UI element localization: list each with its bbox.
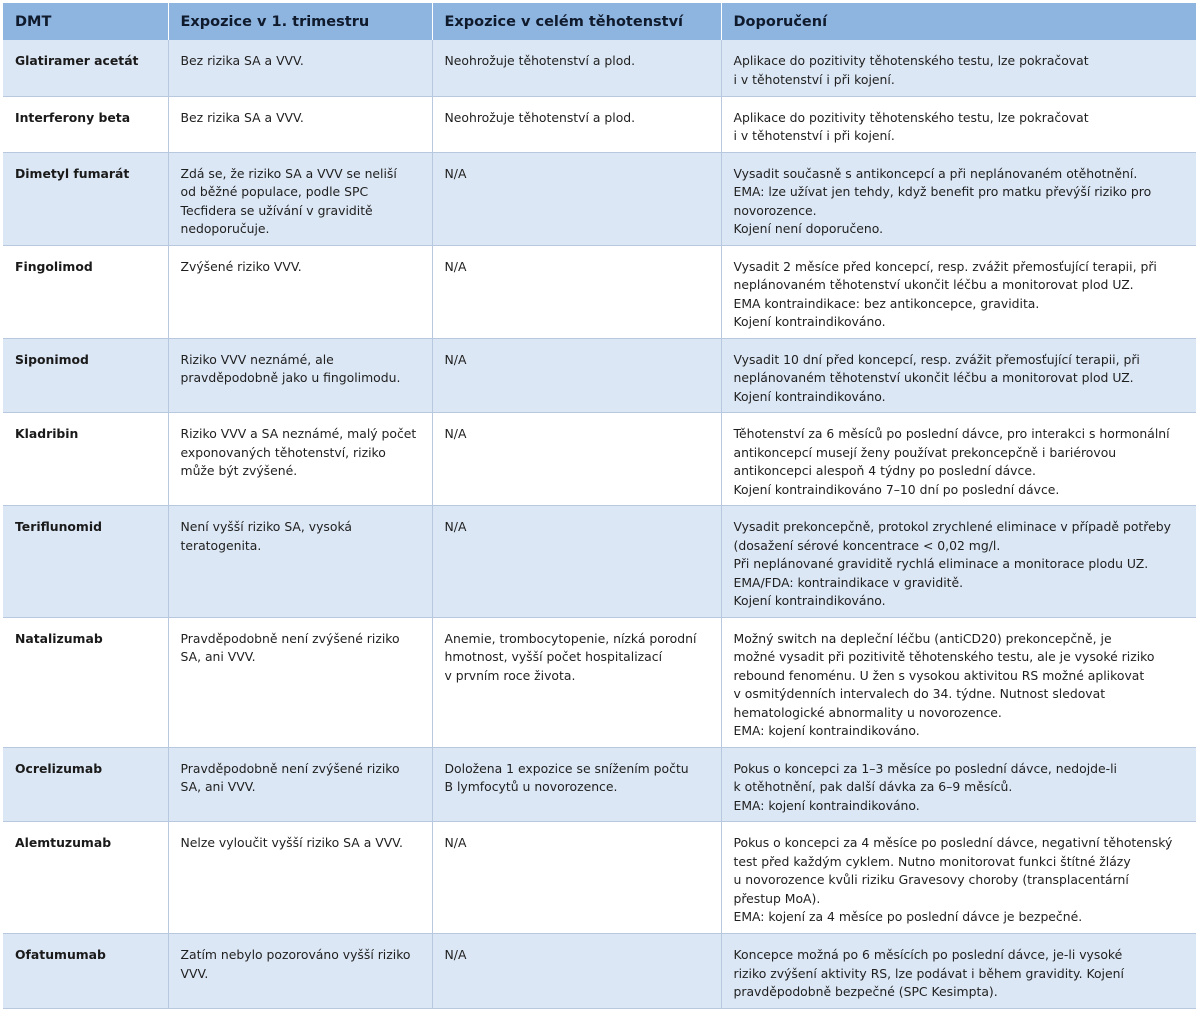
- cell-text-line: k otěhotnění, pak další dávka za 6–9 měsíců.: [733, 779, 1013, 794]
- cell-text-line: EMA: lze užívat jen tehdy, když benefit pro matku převýší riziko pro: [733, 184, 1152, 199]
- cell-text-line: Bez rizika SA a VVV.: [180, 109, 304, 125]
- table-row: [3, 96, 1196, 152]
- cell-text-line: Vysadit 2 měsíce před koncepcí, resp. zvážit přemosťující terapii, při: [733, 258, 1157, 274]
- table-row: [3, 152, 1196, 245]
- cell-text-line: pravděpodobně bezpečné (SPC Kesimpta).: [733, 984, 998, 999]
- cell-drug-name: Interferony beta: [3, 96, 168, 152]
- cell-text-line: N/A: [444, 165, 467, 181]
- cell-text-line: Zatím nebylo pozorováno vyšší riziko: [180, 947, 411, 962]
- table-row: [3, 413, 1196, 506]
- cell-first-trimester: [168, 934, 432, 1009]
- table-row: [3, 506, 1196, 618]
- cell-text-line: antikoncepci alespoň 4 týdny po poslední dávce.: [733, 463, 1036, 478]
- header-recommendation: Doporučení: [721, 3, 1196, 40]
- cell-drug-name: Glatiramer acetát: [3, 40, 168, 96]
- cell-text-line: B lymfocytů u novorozence.: [444, 779, 618, 794]
- cell-whole-pregnancy: [432, 934, 721, 1009]
- cell-whole-pregnancy: [432, 506, 721, 618]
- cell-first-trimester: [168, 747, 432, 822]
- cell-first-trimester: [168, 617, 432, 747]
- cell-text-line: Kojení kontraindikováno.: [733, 388, 886, 404]
- dmt-pregnancy-table: [3, 3, 1196, 1009]
- cell-text-line: Neohrožuje těhotenství a plod.: [444, 109, 636, 125]
- cell-whole-pregnancy: [432, 413, 721, 506]
- cell-drug-name: Ofatumumab: [3, 934, 168, 1009]
- cell-text-line: i v těhotenství i při kojení.: [733, 128, 895, 143]
- cell-text-line: Aplikace do pozitivity těhotenského testu, lze pokračovat: [733, 53, 1089, 68]
- cell-text-line: Aplikace do pozitivity těhotenského testu, lze pokračovat: [733, 109, 1089, 125]
- cell-drug-name: Alemtuzumab: [3, 822, 168, 934]
- table-row: [3, 40, 1196, 96]
- cell-text-line: Pokus o koncepci za 4 měsíce po poslední dávce, negativní těhotenský: [733, 835, 1173, 850]
- cell-text-line: N/A: [444, 835, 467, 850]
- cell-drug-name: Dimetyl fumarát: [3, 152, 168, 245]
- cell-text-line: Těhotenství za 6 měsíců po poslední dávce, pro interakci s hormonální: [733, 426, 1170, 441]
- cell-text-line: Riziko VVV a SA neznámé, malý počet: [180, 426, 417, 441]
- cell-recommendation: [721, 338, 1196, 413]
- cell-drug-name: Kladribin: [3, 413, 168, 506]
- cell-text-line: EMA/FDA: kontraindikace v graviditě.: [733, 574, 964, 590]
- cell-text-line: Kojení není doporučeno.: [733, 221, 884, 236]
- cell-text-line: Kojení kontraindikováno 7–10 dní po poslední dávce.: [733, 481, 1060, 497]
- cell-recommendation: [721, 40, 1196, 96]
- cell-text-line: riziko zvýšení aktivity RS, lze podávat i během gravidity. Kojení: [733, 965, 1124, 981]
- cell-text-line: Pravděpodobně není zvýšené riziko: [180, 630, 400, 646]
- cell-text-line: v osmitýdenních intervalech do 34. týdne. Nutnost sledovat: [733, 686, 1106, 701]
- cell-whole-pregnancy: [432, 40, 721, 96]
- cell-first-trimester: [168, 506, 432, 618]
- cell-recommendation: [721, 934, 1196, 1009]
- cell-text-line: VVV.: [180, 965, 209, 981]
- cell-whole-pregnancy: [432, 152, 721, 245]
- header-dmt: DMT: [3, 3, 168, 40]
- cell-recommendation: [721, 822, 1196, 934]
- cell-text-line: Koncepce možná po 6 měsících po poslední dávce, je-li vysoké: [733, 947, 1123, 962]
- cell-text-line: Vysadit prekoncepčně, protokol zrychlené eliminace v případě potřeby: [733, 519, 1171, 534]
- cell-text-line: neplánovaném těhotenství ukončit léčbu a monitorovat plod UZ.: [733, 277, 1134, 292]
- cell-first-trimester: [168, 40, 432, 96]
- cell-text-line: Tecfidera se užívání v graviditě: [180, 202, 373, 218]
- cell-whole-pregnancy: [432, 617, 721, 747]
- cell-text-line: N/A: [444, 947, 467, 962]
- cell-text-line: Možný switch na depleční léčbu (antiCD20) prekoncepčně, je: [733, 630, 1112, 646]
- cell-text-line: Není vyšší riziko SA, vysoká: [180, 519, 353, 534]
- cell-text-line: i v těhotenství i při kojení.: [733, 71, 895, 87]
- cell-text-line: neplánovaném těhotenství ukončit léčbu a monitorovat plod UZ.: [733, 370, 1134, 385]
- cell-text-line: Zdá se, že riziko SA a VVV se neliší: [180, 165, 397, 181]
- cell-recommendation: [721, 245, 1196, 338]
- cell-text-line: Nelze vyloučit vyšší riziko SA a VVV.: [180, 835, 403, 850]
- table-body: [3, 40, 1196, 1008]
- table-row: [3, 747, 1196, 822]
- cell-text-line: exponovaných těhotenství, riziko: [180, 444, 386, 460]
- cell-text-line: může být zvýšené.: [180, 463, 298, 478]
- cell-text-line: u novorozence kvůli riziku Gravesovy choroby (transplacentární: [733, 872, 1129, 887]
- cell-text-line: možné vysadit při pozitivitě těhotenského testu, ale je vysoké riziko: [733, 649, 1155, 664]
- cell-text-line: Pravděpodobně není zvýšené riziko: [180, 760, 400, 776]
- cell-text-line: v prvním roce života.: [444, 667, 576, 683]
- cell-text-line: N/A: [444, 519, 467, 534]
- cell-text-line: rebound fenoménu. U žen s vysokou aktivitou RS možné aplikovat: [733, 667, 1145, 683]
- cell-text-line: Při neplánované graviditě rychlá eliminace a monitorace plodu UZ.: [733, 556, 1149, 571]
- cell-drug-name: Teriflunomid: [3, 506, 168, 618]
- cell-text-line: Neohrožuje těhotenství a plod.: [444, 53, 636, 68]
- header-first-trimester: Expozice v 1. trimestru: [168, 3, 432, 40]
- cell-text-line: Vysadit současně s antikoncepcí a při neplánovaném otěhotnění.: [733, 165, 1138, 181]
- cell-text-line: N/A: [444, 258, 467, 274]
- cell-text-line: Vysadit 10 dní před koncepcí, resp. zvážit přemosťující terapii, při: [733, 351, 1140, 367]
- cell-first-trimester: [168, 413, 432, 506]
- table-row: [3, 617, 1196, 747]
- cell-text-line: hmotnost, vyšší počet hospitalizací: [444, 649, 663, 664]
- cell-text-line: antikoncepcí musejí ženy používat prekoncepčně i bariérovou: [733, 444, 1117, 460]
- cell-text-line: Pokus o koncepci za 1–3 měsíce po poslední dávce, nedojde-li: [733, 760, 1117, 776]
- cell-recommendation: [721, 617, 1196, 747]
- cell-whole-pregnancy: [432, 822, 721, 934]
- cell-text-line: od běžné populace, podle SPC: [180, 184, 369, 199]
- cell-text-line: EMA kontraindikace: bez antikoncepce, gravidita.: [733, 295, 1040, 311]
- cell-text-line: EMA: kojení za 4 měsíce po poslední dávce je bezpečné.: [733, 909, 1083, 924]
- cell-text-line: nedoporučuje.: [180, 221, 270, 236]
- cell-recommendation: [721, 96, 1196, 152]
- cell-text-line: pravděpodobně jako u fingolimodu.: [180, 370, 401, 385]
- cell-text-line: N/A: [444, 351, 467, 367]
- cell-text-line: (dosažení sérové koncentrace < 0,02 mg/l.: [733, 537, 1001, 553]
- header-whole-pregnancy: Expozice v celém těhotenství: [432, 3, 721, 40]
- cell-recommendation: [721, 413, 1196, 506]
- cell-text-line: SA, ani VVV.: [180, 779, 256, 794]
- cell-first-trimester: [168, 245, 432, 338]
- cell-drug-name: Ocrelizumab: [3, 747, 168, 822]
- cell-first-trimester: [168, 152, 432, 245]
- cell-text-line: Bez rizika SA a VVV.: [180, 53, 304, 68]
- cell-text-line: Anemie, trombocytopenie, nízká porodní: [444, 630, 697, 646]
- cell-drug-name: Siponimod: [3, 338, 168, 413]
- cell-drug-name: Natalizumab: [3, 617, 168, 747]
- cell-text-line: teratogenita.: [180, 537, 262, 553]
- table-row: [3, 934, 1196, 1009]
- cell-text-line: test před každým cyklem. Nutno monitorovat funkci štítné žlázy: [733, 853, 1131, 869]
- cell-whole-pregnancy: [432, 96, 721, 152]
- table-row: [3, 338, 1196, 413]
- cell-whole-pregnancy: [432, 338, 721, 413]
- dmt-pregnancy-table-container: [3, 3, 1196, 1009]
- cell-text-line: hematologické abnormality u novorozence.: [733, 704, 1002, 720]
- cell-whole-pregnancy: [432, 747, 721, 822]
- cell-text-line: Zvýšené riziko VVV.: [180, 258, 302, 274]
- cell-first-trimester: [168, 822, 432, 934]
- cell-first-trimester: [168, 338, 432, 413]
- cell-text-line: novorozence.: [733, 202, 817, 218]
- cell-text-line: EMA: kojení kontraindikováno.: [733, 797, 920, 813]
- cell-text-line: Riziko VVV neznámé, ale: [180, 351, 334, 367]
- cell-recommendation: [721, 152, 1196, 245]
- cell-text-line: Kojení kontraindikováno.: [733, 314, 886, 329]
- cell-text-line: N/A: [444, 426, 467, 441]
- cell-recommendation: [721, 506, 1196, 618]
- table-row: [3, 822, 1196, 934]
- cell-text-line: Kojení kontraindikováno.: [733, 593, 886, 608]
- cell-first-trimester: [168, 96, 432, 152]
- cell-text-line: Doložena 1 expozice se snížením počtu: [444, 760, 689, 776]
- cell-text-line: SA, ani VVV.: [180, 649, 256, 664]
- cell-text-line: EMA: kojení kontraindikováno.: [733, 723, 920, 738]
- cell-recommendation: [721, 747, 1196, 822]
- cell-text-line: přestup MoA).: [733, 890, 821, 906]
- cell-whole-pregnancy: [432, 245, 721, 338]
- table-row: [3, 245, 1196, 338]
- cell-drug-name: Fingolimod: [3, 245, 168, 338]
- table-header-row: [3, 3, 1196, 40]
